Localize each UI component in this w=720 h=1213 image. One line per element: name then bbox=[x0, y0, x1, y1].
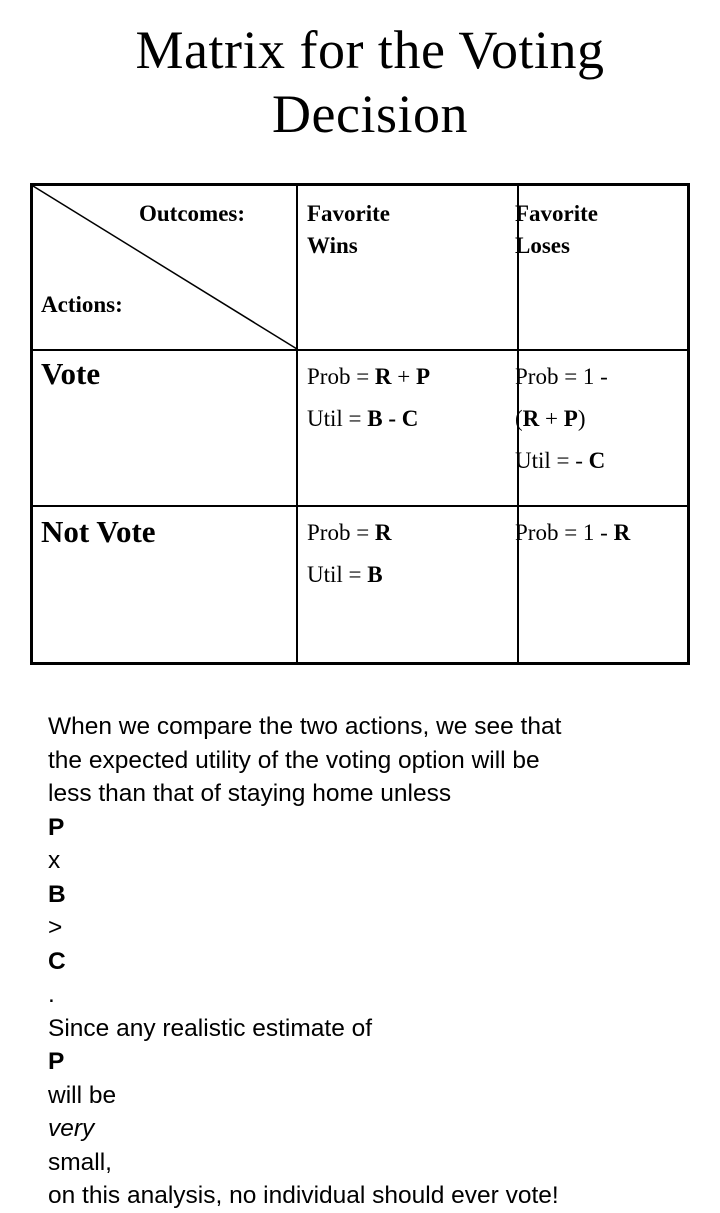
outcomes-label: Outcomes: bbox=[139, 201, 246, 226]
title-line-1: Matrix for the Voting bbox=[135, 20, 605, 80]
conclusion-line-1: When we compare the two actions, we see that bbox=[48, 713, 562, 740]
row-label-not-vote: Not Vote bbox=[41, 514, 156, 549]
cell-not-vote-wins bbox=[307, 512, 392, 596]
vote-loses-prob-b: (R + P) bbox=[515, 406, 586, 431]
column-header-favorite-loses: Favorite Loses bbox=[515, 201, 599, 258]
row-divider-1 bbox=[33, 349, 687, 351]
row-divider-2 bbox=[33, 505, 687, 507]
cell-vote-wins bbox=[307, 356, 430, 440]
cell-vote-loses bbox=[515, 356, 608, 482]
conclusion-line-2: the expected utility of the voting option will be bbox=[48, 746, 540, 774]
row-label-vote: Vote bbox=[41, 356, 101, 391]
conclusion-line-5: on this analysis, no individual should ever vote! bbox=[48, 1182, 559, 1209]
actions-label: Actions: bbox=[41, 292, 123, 317]
conclusion-line-4: Since any realistic estimate of P will be very small, bbox=[48, 1014, 373, 1176]
column-header-favorite-wins: Favorite Wins bbox=[307, 201, 391, 258]
title-line-2: Decision bbox=[272, 84, 468, 144]
conclusion-line-3: less than that of staying home unless P x B > C . bbox=[48, 780, 452, 1008]
column-divider-1 bbox=[296, 186, 298, 662]
cell-not-vote-loses bbox=[515, 512, 630, 554]
vote-wins-prob: Prob = R + P bbox=[307, 364, 431, 389]
not-vote-wins-prob: Prob = R bbox=[307, 520, 392, 545]
page-title bbox=[0, 18, 720, 146]
vote-loses-util: Util = - C bbox=[515, 448, 606, 473]
vote-loses-prob-a: Prob = 1 - bbox=[515, 364, 608, 389]
not-vote-wins-util: Util = B bbox=[307, 562, 383, 587]
vote-wins-util: Util = B - C bbox=[307, 406, 419, 431]
conclusion-text bbox=[48, 710, 708, 1213]
not-vote-loses-prob: Prob = 1 - R bbox=[515, 520, 631, 545]
decision-matrix bbox=[30, 183, 690, 665]
